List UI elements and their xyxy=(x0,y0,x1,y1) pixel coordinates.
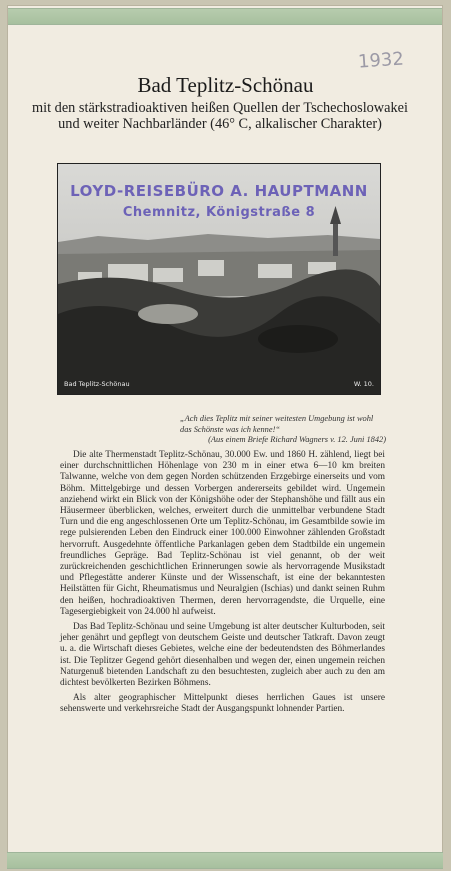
bottom-green-band xyxy=(7,852,443,869)
page-title: Bad Teplitz-Schönau xyxy=(137,73,314,97)
travel-agency-stamp-line2: Chemnitz, Königstraße 8 xyxy=(122,205,316,220)
wagner-quote xyxy=(180,414,386,446)
body-text xyxy=(60,450,385,720)
paragraph-3: Als alter geographischer Mittelpunkt dieses herrlichen Gaues ist unsere sehenswerte und verkehrsreiche Stadt der Ausgangspunkt lohnender Partien. xyxy=(60,693,385,715)
paragraph-2: Das Bad Teplitz-Schönau und seine Umgebung ist alter deutscher Kulturboden, seit jeher genährt und gepflegt von deutschem Geiste und deutscher Tatkraft. Davon zeugt u. a. die Wirtschaft dieses Gebietes, welche eine der bedeutendsten des Böhmerlandes ist. Die Teplitzer Gegend gehört diesenhalben und wegen der, einen ungemein reichen Naturgenuß bietenden Landschaft zu den besuchtesten, zugleich aber auch zu den am dichtest bevölkerten Bezirken Böhmens. xyxy=(60,622,385,689)
photo-caption: Bad Teplitz-Schönau xyxy=(64,380,130,388)
travel-agency-stamp-line1: LOYD-REISEBÜRO A. HAUPTMANN xyxy=(70,182,368,200)
paragraph-1: Die alte Thermenstadt Teplitz-Schönau, 30.000 Ew. und 1860 H. zählend, liegt bei einer durchschnittlichen Höhenlage von 230 m in einer etwa 6—10 km breiten Talwanne, welche von dem gegen Norden schützenden Erzgebirge einerseits und vom Böhm. Mittelgebirge und dessen Vorbergen andererseits gebildet wird. Ungemein anziehend wirkt ein Blick von der Königshöhe oder der Stephanshöhe und fällt aus ein Häusermeer überblicken, welches, erweitert durch die unmittelbar verbundene Stadt Turn und die eng angeschlossenen Orte um Teplitz-Schönau, im Gesamtbilde sowie im rege pulsierenden Leben den Eindruck einer 100.000 Einwohner zählenden Großstadt hervorruft. Ausgedehnte öffentliche Parkanlagen geben dem Stadtbilde ein ungemein freundliches Gepräge. Bad Teplitz-Schönau ist viel genannt, ob der weit zurückreichenden geschichtlichen Erinnerungen sowie als hervorragende Musikstadt und Pflegestätte anderer Künste und der Wissenschaft, ist eine der bekanntesten Heilstätten für Gicht, Rheumatismus und Neuralgien (Ischias) und dankt seinen Ruhm den heißen, hochradioaktiven Thermen, deren hervorragendste, die Urquelle, eine Tagesergiebigkeit von 24.000 hl aufweist. xyxy=(60,450,385,617)
quote-source: (Aus einem Briefe Richard Wagners v. 12. Juni 1842) xyxy=(208,435,386,444)
pencil-annotation: 1932 xyxy=(357,48,405,73)
photo-number: W. 10. xyxy=(353,380,374,388)
quote-text: „Ach dies Teplitz mit seiner weitesten Umgebung ist wohl das Schönste was ich kenne!“ xyxy=(180,414,374,434)
page-subtitle: mit den stärkstradioaktiven heißen Quellen der Tschechoslowakei und weiter Nachbarländer (46° C, alkalischer Charakter) xyxy=(32,100,408,132)
top-green-band xyxy=(8,8,442,25)
town-photo xyxy=(57,163,381,395)
